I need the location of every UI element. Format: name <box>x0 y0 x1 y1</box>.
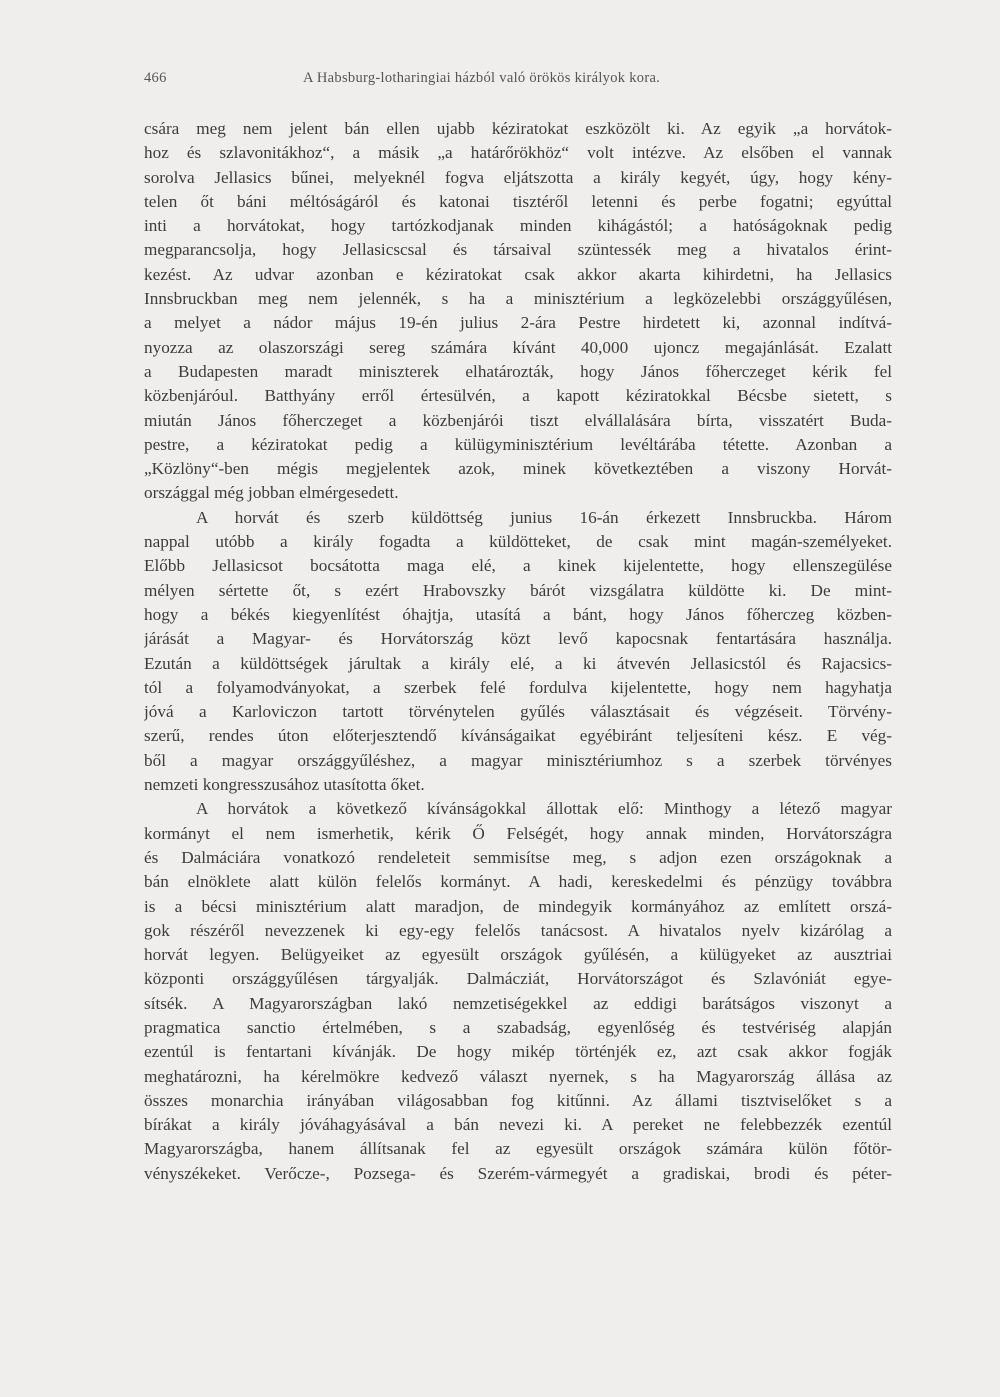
paragraph-first-line: A horvátok a következő kívánságokkal állottak elő: Minthogy a létező magyar <box>196 799 892 819</box>
text-line: mélyen sértette őt, s ezért Hrabovszky bárót vizsgálatra küldötte ki. De mint- <box>144 580 892 600</box>
text-line: horvát legyen. Belügyeiket az egyesült országok gyűlésén, a külügyeket az ausztriai <box>144 945 892 965</box>
text-line: bírákat a király jóváhagyásával a bán nevezi ki. A pereket ne felebbezzék ezentúl <box>144 1115 892 1135</box>
text-line: és Dalmáciára vonatkozó rendeleteit semmisítse meg, s adjon ezen országoknak a <box>144 847 892 867</box>
text-line: telen őt báni méltóságáról és katonai tisztéről letenni és perbe fogatni; egyúttal <box>144 191 892 211</box>
text-line: járását a Magyar- és Horvátország közt levő kapocsnak fentartására használja. <box>144 629 892 649</box>
text-line: kormányt el nem ismerhetik, kérik Ő Felségét, hogy annak minden, Horvátországra <box>144 823 892 843</box>
text-line: bán elnöklete alatt külön felelős kormányt. A hadi, kereskedelmi és pénzügy továbbra <box>144 872 892 892</box>
page-number: 466 <box>144 70 167 86</box>
text-line: sorolva Jellasics bűnei, melyeknél fogva eljátszotta a király kegyét, úgy, hogy kény- <box>144 167 892 187</box>
text-line: központi országgyűlésen tárgyalják. Dalmácziát, Horvátországot és Szlavóniát egye- <box>144 969 892 989</box>
text-line: meghatározni, ha kérelmökre kedvező választ nyernek, s ha Magyarország állása az <box>144 1066 892 1086</box>
text-line: kezést. Az udvar azonban e kéziratokat csak akkor akarta kihirdetni, ha Jellasics <box>144 264 892 284</box>
text-line: tól a folyamodványokat, a szerbek felé fordulva kijelentette, hogy nem hagyhatja <box>144 677 892 697</box>
running-title: A Habsburg-lotharingiai házból való örökös királyok kora. <box>303 70 661 86</box>
paragraph-first-line: A horvát és szerb küldöttség junius 16-án érkezett Innsbruckba. Három <box>196 507 892 527</box>
text-line: összes monarchia irányában világosabban fog kitűnni. Az állami tisztviselőket s a <box>144 1090 892 1110</box>
text-line: a melyet a nádor május 19-én julius 2-ára Pestre hirdetett ki, azonnal indítvá- <box>144 313 892 333</box>
text-line: is a bécsi minisztérium alatt maradjon, de mindegyik kormányához az említett orszá- <box>144 896 892 916</box>
text-line: Ezután a küldöttségek járultak a király elé, a ki átvevén Jellasicstól és Rajacsics- <box>144 653 892 673</box>
text-line: inti a horvátokat, hogy tartózkodjanak minden kihágástól; a hatóságoknak pedig <box>144 216 892 236</box>
text-line: Előbb Jellasicsot bocsátotta maga elé, a kinek kijelentette, hogy ellenszegülése <box>144 556 892 576</box>
text-line: Magyarországba, hanem állítsanak fel az egyesült országok számára külön főtör- <box>144 1139 892 1159</box>
text-line: miután János főherczeget a közbenjárói tiszt elvállalására bírta, visszatért Buda- <box>144 410 892 430</box>
text-line: Innsbruckban meg nem jelennék, s ha a minisztérium a legközelebbi országgyűlésen, <box>144 289 892 309</box>
text-line: közbenjáróul. Batthyány erről értesülvén, a kapott kéziratokkal Bécsbe sietett, s <box>144 386 892 406</box>
text-line: pragmatica sanctio értelmében, s a szabadság, egyenlőség és testvériség alapján <box>144 1017 892 1037</box>
text-line: szerű, rendes úton előterjesztendő kívánságaikat egyébiránt teljesíteni kész. E vég- <box>144 726 892 746</box>
text-line: „Közlöny“-ben mégis megjelentek azok, minek következtében a viszony Horvát- <box>144 459 892 479</box>
body-text <box>144 117 892 1186</box>
text-line: hogy a békés kiegyenlítést óhajtja, utasítá a bánt, hogy János főherczeg közben- <box>144 604 892 624</box>
text-line: pestre, a kéziratokat pedig a külügyminisztérium levéltárába tétette. Azonban a <box>144 434 892 454</box>
text-line: ből a magyar országgyűléshez, a magyar minisztériumhoz s a szerbek törvényes <box>144 750 892 770</box>
text-line: hoz és szlavonitákhoz“, a másik „a határőrökhöz“ volt intézve. Az elsőben el vannak <box>144 143 892 163</box>
text-line: nemzeti kongresszusához utasította őket. <box>144 775 425 795</box>
text-line: gok részéről nevezzenek ki egy-egy felelős tanácsost. A hivatalos nyelv kizárólag a <box>144 920 892 940</box>
text-line: megparancsolja, hogy Jellasicscsal és társaival szüntessék meg a hivatalos érint- <box>144 240 892 260</box>
text-line: a Budapesten maradt miniszterek elhatározták, hogy János főherczeget kérik fel <box>144 361 892 381</box>
page-header <box>144 70 890 92</box>
text-line: jóvá a Karloviczon tartott törvénytelen gyűlés választásait és végzéseit. Törvény- <box>144 702 892 722</box>
text-line: nyozza az olaszországi sereg számára kívánt 40,000 ujoncz megajánlását. Ezalatt <box>144 337 892 357</box>
text-line: országgal még jobban elmérgesedett. <box>144 483 399 503</box>
text-line: csára meg nem jelent bán ellen ujabb kéziratokat eszközölt ki. Az egyik „a horvátok- <box>144 119 892 138</box>
text-line: sítsék. A Magyarországban lakó nemzetiségekkel az eddigi barátságos viszonyt a <box>144 993 892 1013</box>
text-line: ezentúl is fentartani kívánják. De hogy mikép történjék ez, azt csak akkor fogják <box>144 1042 892 1062</box>
text-line: nappal utóbb a király fogadta a küldötteket, de csak mint magán-személyeket. <box>144 532 892 552</box>
text-line: vényszékeket. Verőcze-, Pozsega- és Szerém-vármegyét a gradiskai, brodi és péter- <box>144 1163 892 1183</box>
